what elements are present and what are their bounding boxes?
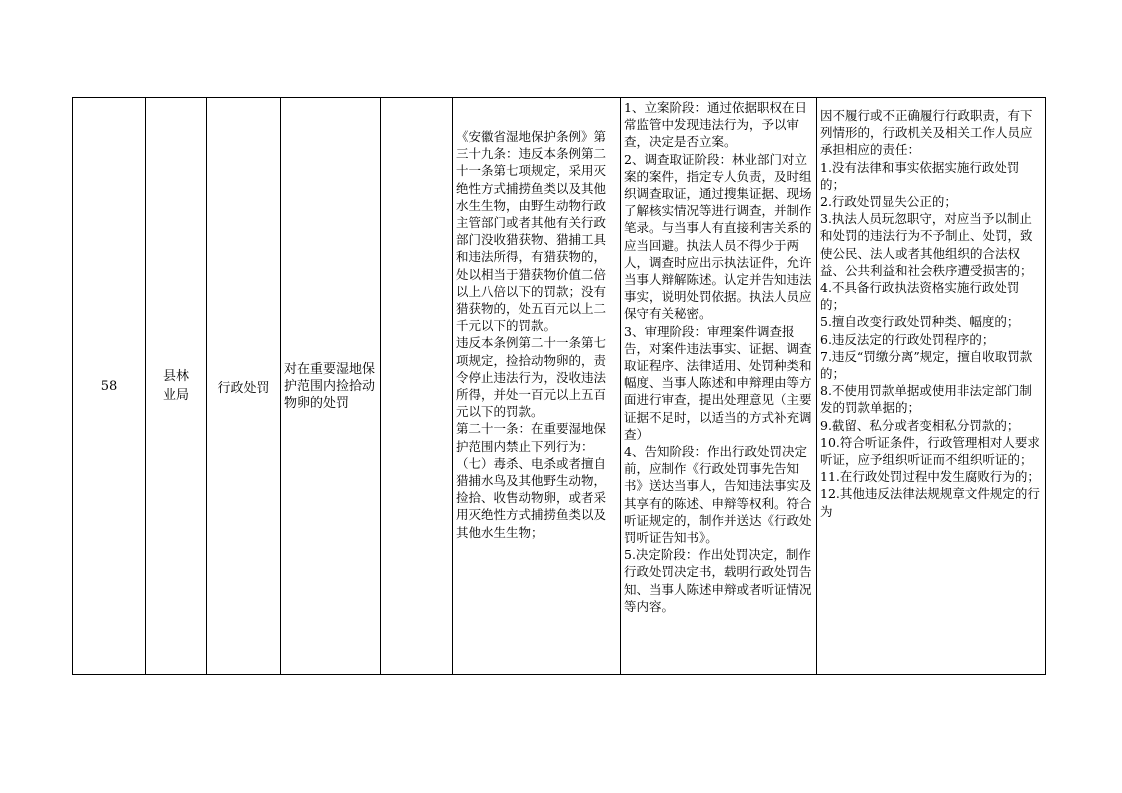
- responsibility-cell: [817, 98, 1046, 675]
- item-name: 对在重要湿地保护范围内捡拾动物卵的处罚: [284, 361, 376, 411]
- procedure-text: 1、立案阶段：通过依据职权在日常监管中发现违法行为，予以审查，决定是否立案。 2、调查取证阶段：林业部门对立案的案件，指定专人负责，及时组织调查取证，通过搜集证据、现场了解核实情况等进行调查，并制作笔录。与当事人有直接利害关系的应当回避。执法人员不得少于两人，调查时应出示执法证件，允许当事人辩解陈述。认定并告知违法事实，说明处罚依据。执法人员应保守有关秘密。 3、审理阶段：审理案件调查报告，对案件违法事实、证据、调查取证程序、法律适用、处罚种类和幅度、当事人陈述和申辩理由等方面进行审查，提出处理意见（主要证据不足时，以适当的方式补充调查） 4、告知阶段：作出行政处罚决定前，应制作《行政处罚事先告知书》送达当事人，告知违法事实及其享有的陈述、申辩等权利。符合听证规定的，制作并送达《行政处罚听证告知书》。 5.决定阶段：作出处罚决定，制作行政处罚决定书，载明行政处罚告知、当事人陈述申辩或者听证情况等内容。: [624, 100, 812, 614]
- department-cell: [146, 98, 207, 675]
- procedure-cell: [621, 98, 817, 675]
- power-list-table: [72, 97, 1046, 675]
- item-name-cell: [281, 98, 381, 675]
- power-type-cell: [207, 98, 281, 675]
- power-type: 行政处罚: [217, 380, 270, 396]
- legal-basis-cell: [453, 98, 621, 675]
- responsibility-text: 因不履行或不正确履行行政职责，有下列情形的，行政机关及相关工作人员应承担相应的责任： 1.没有法律和事实依据实施行政处罚的； 2.行政处罚显失公正的； 3.执法人员玩忽职守，对应当予以制止和处罚的违法行为不予制止、处罚，致使公民、法人或者其他组织的合法权益、公共利益和社会秩序遭受损害的； 4.不具备行政执法资格实施行政处罚的； 5.擅自改变行政处罚种类、幅度的； 6.违反法定的行政处罚程序的； 7.违反“罚缴分离”规定，擅自收取罚款的； 8.不使用罚款单据或使用非法定部门制发的罚款单据的； 9.截留、私分或者变相私分罚款的； 10.符合听证条件，行政管理相对人要求听证，应予组织听证而不组织听证的； 11.在行政处罚过程中发生腐败行为的； 12.其他违反法律法规规章文件规定的行为: [820, 108, 1040, 519]
- row-number-cell: [73, 98, 146, 675]
- legal-basis-text: 《安徽省湿地保护条例》第三十九条：违反本条例第二十一条第七项规定，采用灭绝性方式捕捞鱼类以及其他水生生物，由野生动物行政主管部门或者其他有关行政部门没收猎获物、猎捕工具和违法所得，有猎获物的，处以相当于猎获物价值二倍以上八倍以下的罚款；没有猎获物的，处五百元以上二千元以下的罚款。 违反本条例第二十一条第七项规定，捡拾动物卵的，责令停止违法行为，没收违法所得，并处一百元以上五百元以下的罚款。 第二十一条：在重要湿地保护范围内禁止下列行为：（七）毒杀、电杀或者擅自猎捕水鸟及其他野生动物，捡拾、收售动物卵，或者采用灭绝性方式捕捞鱼类以及其他水生生物；: [456, 129, 607, 540]
- row-number: 58: [100, 378, 118, 394]
- department-name: 县林业局: [162, 369, 189, 403]
- sub-item-cell: [381, 98, 453, 675]
- table-row: [73, 98, 1046, 675]
